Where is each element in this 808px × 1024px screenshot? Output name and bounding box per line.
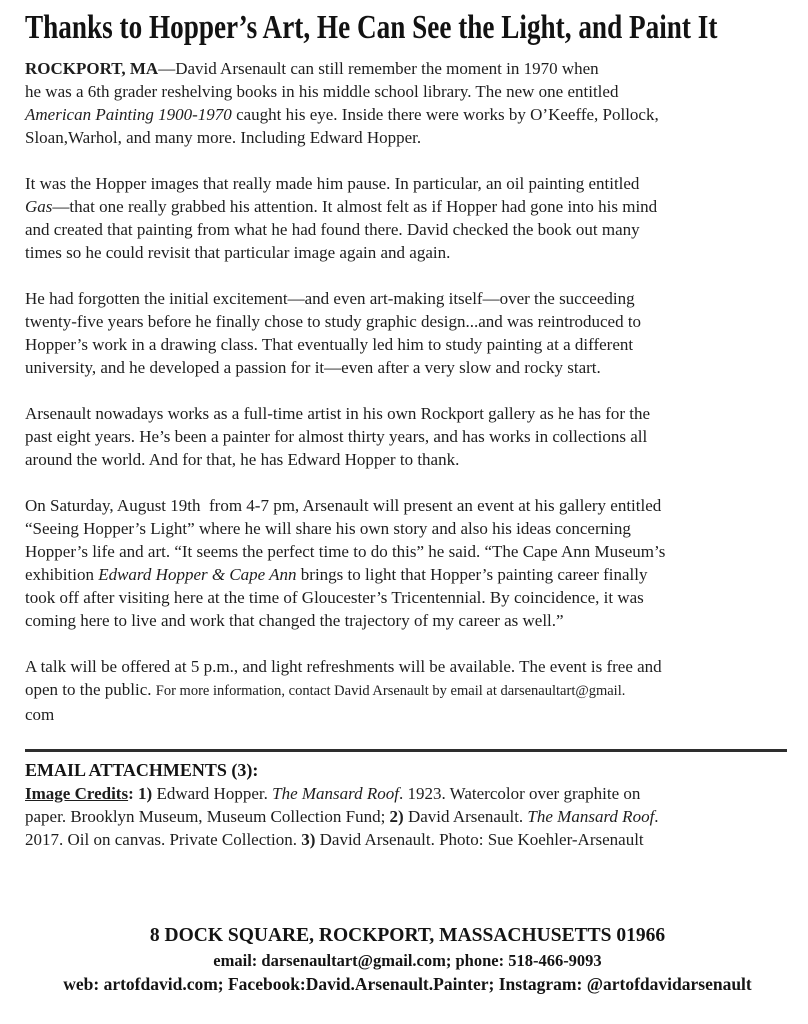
paragraph-rediscovery: He had forgotten the initial excitement—and even art-making itself—over the succeeding twenty-five years before he finally chose to study graphic design...and was reintroduced to Hopper’s work in a drawing class. That eventually led him to study painting at a different university, and he developed a passion for it—even after a very slow and rocky start. [25, 289, 642, 377]
paragraph-talk-info: A talk will be offered at 5 p.m., and light refreshments will be available. The event is free and open to the public. For more information, contact David Arsenault by email at darsenaultart@gmail. com [25, 657, 662, 724]
footer-address: 8 DOCK SQUARE, ROCKPORT, MASSACHUSETTS 01966 [149, 925, 666, 946]
headline: Thanks to Hopper’s Art, He Can See the Light, and Paint It [25, 9, 718, 46]
section-divider [25, 749, 787, 752]
attachments-heading: EMAIL ATTACHMENTS (3): [25, 760, 259, 780]
paragraph-career: Arsenault nowadays works as a full-time artist in his own Rockport gallery as he has for the past eight years. He’s been a painter for almost thirty years, and has works in collections all around the world. And for that, he has Edward Hopper to thank. [25, 404, 651, 469]
article-body [25, 57, 790, 726]
footer-contact: email: darsenaultart@gmail.com; phone: 518-466-9093 [213, 951, 602, 970]
paragraph-hopper-gas: It was the Hopper images that really made him pause. In particular, an oil painting entitled Gas—that one really grabbed his attention. It almost felt as if Hopper had gone into his mind and created that painting from what he had found there. David checked the book out many times so he could revisit that particular image again and again. [25, 174, 658, 262]
footer-social: web: artofdavid.com; Facebook:David.Arsenault.Painter; Instagram: @artofdavidarsenault [63, 974, 752, 994]
image-credits: Image Credits: 1) Edward Hopper. The Mansard Roof. 1923. Watercolor over graphite on paper. Brooklyn Museum, Museum Collection Fund; 2) David Arsenault. The Mansard Roof. 2017. Oil on canvas. Private Collection. 3) David Arsenault. Photo: Sue Koehler-Arsenault [25, 784, 659, 849]
paragraph-lede: ROCKPORT, MA—David Arsenault can still remember the moment in 1970 when he was a 6th grader reshelving books in his middle school library. The new one entitled American Painting 1900-1970 caught his eye. Inside there were works by O’Keeffe, Pollock, Sloan,Warhol, and many more. Including Edward Hopper. [25, 59, 659, 147]
paragraph-event: On Saturday, August 19th from 4-7 pm, Arsenault will present an event at his gallery entitled “Seeing Hopper’s Light” where he will share his own story and also his ideas concerning Hopper’s life and art. “It seems the perfect time to do this” he said. “The Cape Ann Museum’s exhibition Edward Hopper & Cape Ann brings to light that Hopper’s painting career finally took off after visiting here at the time of Gloucester’s Tricentennial. By coincidence, it was coming here to live and work that changed the trajectory of my career as well.” [25, 496, 666, 630]
footer [25, 923, 790, 996]
